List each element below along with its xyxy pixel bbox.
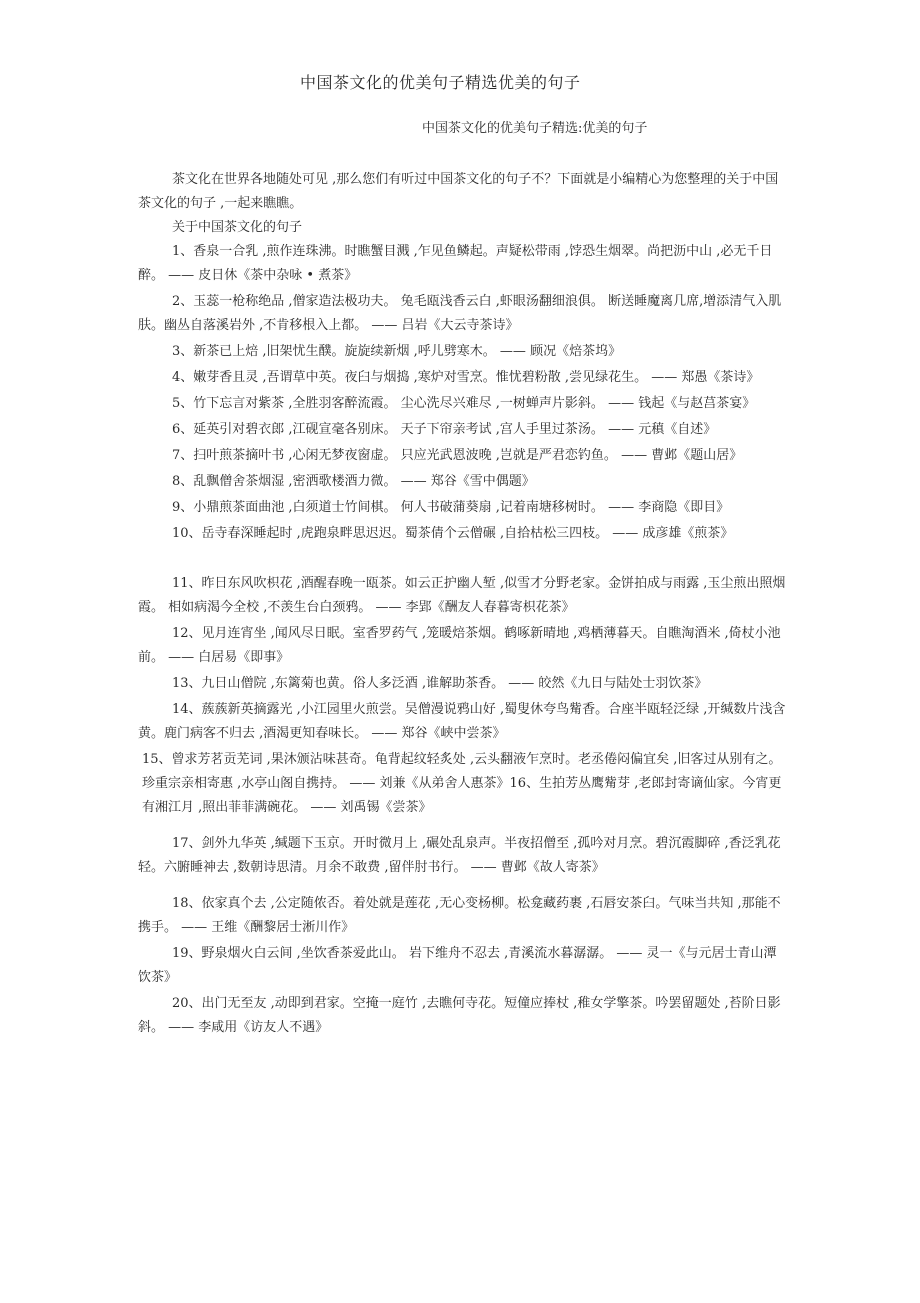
document-subtitle: 中国茶文化的优美句子精选:优美的句子 [422, 121, 648, 136]
section-heading: 关于中国茶文化的句子 [172, 220, 303, 235]
list-item: 5、竹下忘言对紫茶 ,全胜羽客醉流霞。 尘心洗尽兴难尽 ,一树蝉声片影斜。 —— 钱起《与赵莒茶宴》 [172, 396, 756, 411]
list-item: 7、扫叶煎茶摘叶书 ,心闲无梦夜窗虚。 只应光武恩波晚 ,岂就是严君恋钓鱼。 —— 曹邺《题山居》 [172, 448, 743, 463]
list-item: 13、九日山僧院 ,东篱菊也黄。俗人多泛酒 ,谁解助茶香。 —— 皎然《九日与陆处士羽饮茶》 [172, 676, 708, 691]
list-item: 2、玉蕊一枪称绝品 ,僧家造法极功夫。 兔毛瓯浅香云白 ,虾眼汤翻细浪俱。 断送睡魔离几席,增添清气入肌肤。幽丛自落溪岩外 ,不肯移根入上都。 —— 吕岩《大云寺茶诗》 [138, 294, 782, 333]
list-item: 9、小鼎煎茶面曲池 ,白须道士竹间棋。 何人书破蒲葵扇 ,记着南塘移树时。 —— 李商隐《即目》 [172, 500, 730, 515]
paragraph-gap [138, 548, 788, 572]
intro-paragraph: 茶文化在世界各地随处可见 ,那么您们有听过中国茶文化的句子不？下面就是小编精心为您整理的关于中国茶文化的句子 ,一起来瞧瞧。 [138, 172, 779, 211]
list-item: 12、见月连宵坐 ,闻风尽日眠。室香罗药气 ,笼暖焙茶烟。鹤啄新晴地 ,鸡栖薄暮天。自瞧淘酒米 ,倚杖小池前。 —— 白居易《即事》 [138, 626, 781, 665]
list-item: 18、依家真个去 ,公定随侬否。着处就是莲花 ,无心变杨柳。松龛藏药裹 ,石唇安茶臼。气味当共知 ,那能不携手。 —— 王维《酬黎居士淅川作》 [138, 896, 781, 935]
list-item: 6、延英引对碧衣郎 ,江砚宣毫各别床。 天子下帘亲考试 ,宫人手里过茶汤。 —— 元稹《自述》 [172, 422, 717, 437]
list-item: 3、新茶已上焙 ,旧架忧生醭。旋旋续新烟 ,呼儿劈寒木。 —— 顾况《焙茶坞》 [172, 344, 622, 359]
list-item: 20、出门无至友 ,动即到君家。空掩一庭竹 ,去瞧何寺花。短僮应捧杖 ,稚女学擎茶。吟罢留题处 ,苔阶日影斜。 —— 李咸用《访友人不遇》 [138, 996, 781, 1035]
list-item: 17、剑外九华英 ,缄题下玉京。开时微月上 ,碾处乱泉声。半夜招僧至 ,孤吟对月烹。碧沉霞脚碎 ,香泛乳花轻。六腑睡神去 ,数朝诗思清。月余不敢费 ,留伴肘书行。 —— 曹邺《故人寄茶》 [138, 836, 781, 875]
document-body [138, 168, 788, 1042]
list-item: 15、曾求芳茗贡芜词 ,果沐颁沾味甚奇。龟背起纹轻炙处 ,云头翻液乍烹时。老丞倦闷偏宜矣 ,旧客过从别有之。珍重宗亲相寄惠 ,水亭山阁自携持。 —— 刘兼《从弟舍人惠茶》16、生拍芳丛鹰觜芽 ,老郎封寄谪仙家。今宵更有湘江月 ,照出菲菲满碗花。 —— 刘禹锡《尝茶》 [142, 752, 782, 815]
document-title: 中国茶文化的优美句子精选优美的句子 [300, 73, 581, 92]
list-item: 4、嫩芽香且灵 ,吾谓草中英。夜臼与烟捣 ,寒炉对雪烹。惟忧碧粉散 ,尝见绿花生。 —— 郑愚《茶诗》 [172, 370, 760, 385]
list-item: 8、乱飘僧舍茶烟湿 ,密洒歌楼酒力微。 —— 郑谷《雪中偶题》 [172, 474, 535, 489]
list-item: 19、野泉烟火白云间 ,坐饮香茶爱此山。 岩下维舟不忍去 ,青溪流水暮潺潺。 —— 灵一《与元居士青山潭饮茶》 [138, 946, 777, 985]
paragraph-gap [138, 822, 788, 832]
paragraph-gap [138, 882, 788, 892]
list-item: 1、香泉一合乳 ,煎作连珠沸。时瞧蟹目溅 ,乍见鱼鳞起。声疑松带雨 ,饽恐生烟翠。尚把沥中山 ,必无千日醉。 —— 皮日休《茶中杂咏 • 煮茶》 [138, 244, 773, 283]
list-item: 14、蔟蔟新英摘露光 ,小江园里火煎尝。吴僧漫说鸦山好 ,蜀叟休夸鸟觜香。合座半瓯轻泛绿 ,开缄数片浅含黄。鹿门病客不归去 ,酒渴更知春味长。 —— 郑谷《峡中尝茶》 [138, 702, 786, 741]
list-item: 11、昨日东风吹枳花 ,酒醒春晚一瓯茶。如云正护幽人堑 ,似雪才分野老家。金饼拍成与雨露 ,玉尘煎出照烟霞。 相如病渴今全校 ,不羡生台白颈鸦。 —— 李郢《酬友人春暮寄枳花茶》 [138, 576, 786, 615]
list-item: 10、岳寺春深睡起时 ,虎跑泉畔思迟迟。蜀茶倩个云僧碾 ,自拾枯松三四枝。 —— 成彦雄《煎茶》 [172, 526, 734, 541]
